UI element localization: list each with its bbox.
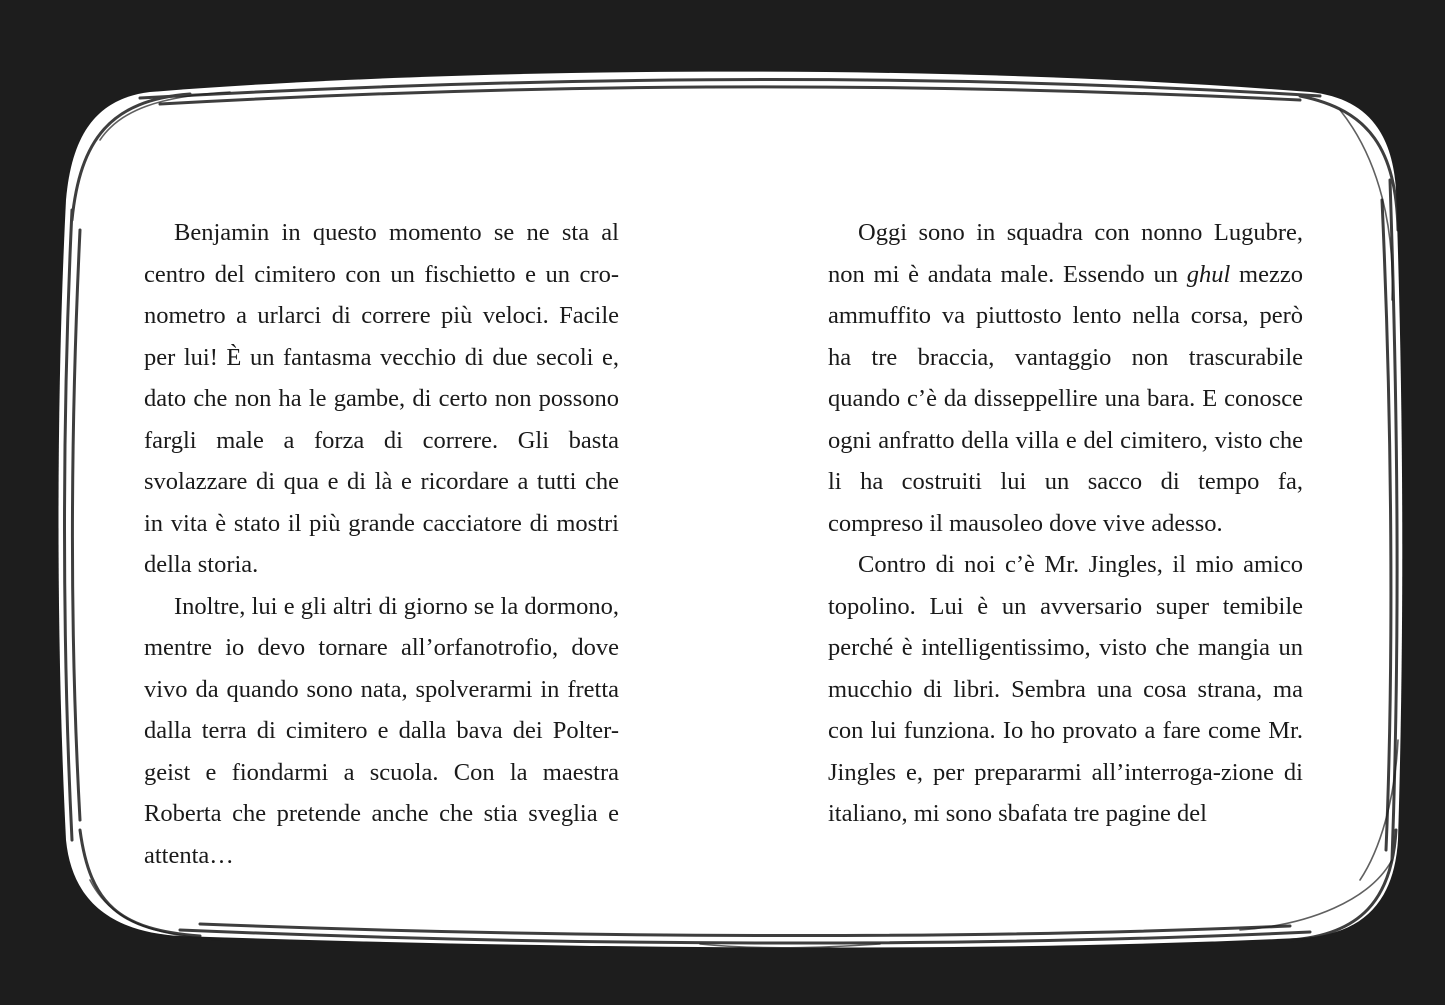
right-page [828, 212, 1303, 835]
left-paragraph-2: Inoltre, lui e gli altri di giorno se la dormono, mentre io devo tornare all’orfanotrofio, dove vivo da quando sono nata, spolverarmi in fretta dalla terra di cimitero e dalla bava dei Polter-geist e fiondarmi a scuola. Con la maestra Roberta che pretende anche che stia sveglia e attenta… [144, 592, 619, 869]
right-paragraph-1-end: mezzo ammuffito va piuttosto lento nella corsa, però ha tre braccia, vantaggio non trascurabile quando c’è da disseppellire una bara. E conosce ogni anfratto della villa e del cimitero, visto che li ha costruiti lui un sacco di tempo fa, compreso il mausoleo dove vive adesso. [828, 260, 1303, 537]
italic-word-ghul: ghul [1186, 260, 1231, 288]
right-paragraph-1-start: Oggi sono in squadra con nonno Lugubre, non mi è andata male. Essendo un [828, 219, 1303, 288]
left-page [144, 212, 619, 876]
right-paragraph-1 [828, 212, 1303, 544]
left-paragraph-1: Benjamin in questo momento se ne sta al centro del cimitero con un fischietto e un cro-nometro a urlarci di correre più veloci. Facile per lui! È un fantasma vecchio di due secoli e, dato che non ha le gambe, di certo non possono fargli male a forza di correre. Gli basta svolazzare di qua e di là e ricordare a tutti che in vita è stato il più grande cacciatore di mostri della storia. [144, 219, 619, 578]
right-paragraph-2: Contro di noi c’è Mr. Jingles, il mio amico topolino. Lui è un avversario super temibile perché è intelligentissimo, visto che mangia un mucchio di libri. Sembra una cosa strana, ma con lui funziona. Io ho provato a fare come Mr. Jingles e, per prepararmi all’interroga-zione di italiano, mi sono sbafata tre pagine del [828, 551, 1303, 827]
